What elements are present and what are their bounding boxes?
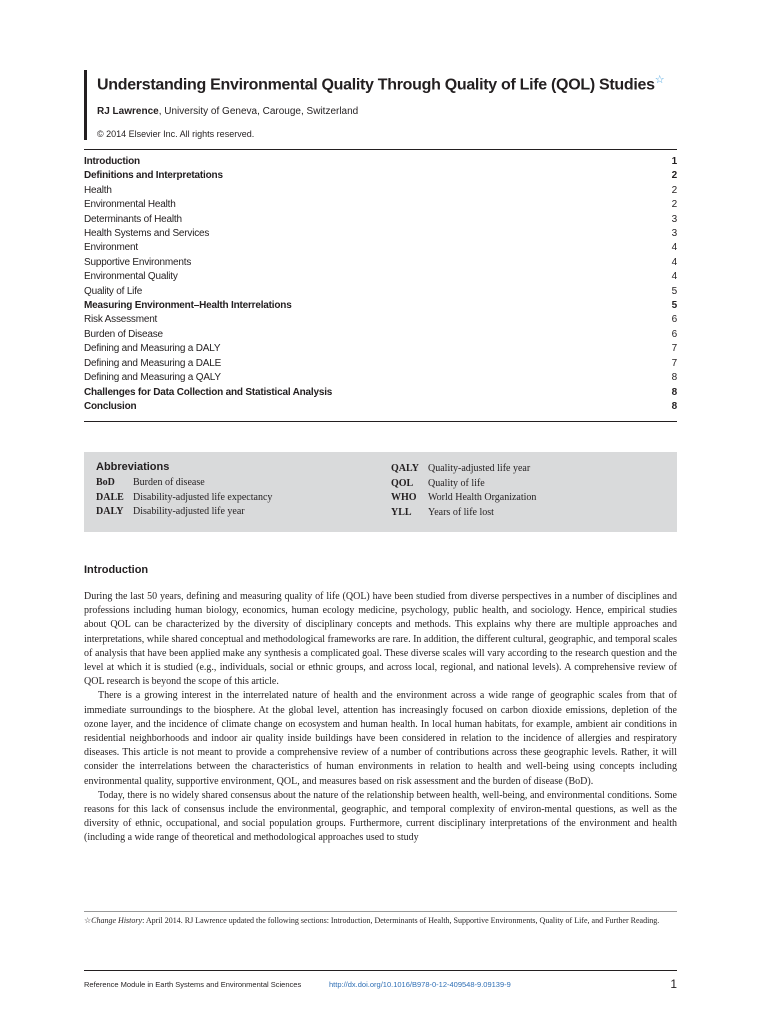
doi-link[interactable]: http://dx.doi.org/10.1016/B978-0-12-409548-9.09139-9 <box>329 979 511 989</box>
toc-entry[interactable] <box>84 386 677 400</box>
abbreviation-term: YLL <box>391 506 412 518</box>
toc-entry-label: Risk Assessment <box>84 314 158 326</box>
footnote-label: Change History <box>91 916 143 925</box>
toc-entry-label: Challenges for Data Collection and Statistical Analysis <box>84 386 333 398</box>
toc-entry-page: 1 <box>671 156 677 167</box>
abbreviation-entry <box>96 476 272 491</box>
toc-entry-page: 5 <box>671 300 677 312</box>
toc-entry[interactable] <box>84 241 677 255</box>
toc-entry[interactable] <box>84 256 677 270</box>
toc-entry-label: Conclusion <box>84 400 137 412</box>
toc-entry[interactable] <box>84 213 677 227</box>
footnote-text: : April 2014. RJ Lawrence updated the following sections: Introduction, Determinants of Health, Supportive Environments, Quality of Life, and Further Reading. <box>142 916 660 925</box>
toc-entry-label: Health <box>84 184 112 196</box>
abbreviation-definition: Years of life lost <box>428 506 494 518</box>
toc-entry-label: Introduction <box>84 156 140 167</box>
abbreviation-definition: Quality of life <box>428 477 485 489</box>
toc-entry-label: Burden of Disease <box>84 328 163 340</box>
footer-journal: Reference Module in Earth Systems and Environmental Sciences <box>84 979 302 989</box>
abbreviation-entry <box>391 462 536 477</box>
toc-entry[interactable] <box>84 285 677 299</box>
abbreviation-term: QALY <box>391 463 419 474</box>
toc-entry-page: 4 <box>671 271 677 283</box>
abbreviation-entry <box>96 491 272 506</box>
abbreviation-term: QOL <box>391 477 414 489</box>
abbreviation-definition: Disability-adjusted life year <box>133 506 245 517</box>
toc-entry-page: 3 <box>671 213 677 225</box>
toc-entry-page: 7 <box>671 343 677 355</box>
toc-entry-page: 5 <box>671 285 677 297</box>
toc-entry[interactable] <box>84 184 677 198</box>
article-header <box>84 70 697 140</box>
page-footer <box>84 970 677 991</box>
toc-entry[interactable] <box>84 169 677 183</box>
toc-entry[interactable] <box>84 299 677 313</box>
abbreviations-right-column <box>391 462 536 520</box>
change-history-star-icon[interactable]: ☆ <box>654 74 665 86</box>
change-history-footnote <box>84 911 677 926</box>
toc-entry-label: Health Systems and Services <box>84 228 210 240</box>
toc-entry-label: Quality of Life <box>84 285 143 297</box>
abbreviation-term: BoD <box>96 477 115 488</box>
introduction-heading: Introduction <box>84 564 149 576</box>
article-title <box>97 70 697 95</box>
abbreviation-term: WHO <box>391 492 417 503</box>
abbreviations-box <box>84 452 677 532</box>
toc-entry-page: 8 <box>671 400 677 412</box>
toc-entry-page: 2 <box>671 184 677 196</box>
introduction-body <box>84 590 677 846</box>
paragraph: There is a growing interest in the interrelated nature of health and the environment across a wide range of geographic scales from that of immediate surroundings to the biosphere. At the global level, attention has increasingly focused on carbon dioxide emissions, depletion of the ozone layer, and the incidence of climate change on ecosystem and human health. In local human habitats, for example, ambient air conditions in residential neighborhoods and indoor air quality inside buildings have been considered in relation to the incidence of allergies and respiratory diseases. This article is not meant to provide a comprehensive review of a number of contributions across these geographic levels. Rather, it will consider the interrelations between the characteristics of human environments in relation to health and well-being using concepts including environmental quality, supportive environment, QOL, and measures based on risk assessment and the burden of disease (BoD). <box>84 690 677 787</box>
toc-entry-page: 4 <box>671 256 677 268</box>
author-line <box>97 105 697 118</box>
author-name: RJ Lawrence <box>97 106 159 118</box>
toc-entry-label: Determinants of Health <box>84 213 182 225</box>
toc-entry-label: Defining and Measuring a DALY <box>84 343 221 355</box>
abbreviation-entry <box>391 506 536 521</box>
abbreviation-entry <box>96 505 272 520</box>
page-number: 1 <box>670 977 677 991</box>
toc-entry[interactable] <box>84 400 677 414</box>
paragraph: Today, there is no widely shared consensus about the nature of the relationship between health, well-being, and environmental conditions. Some reasons for this lack of consensus include the environmental, geographic, and temporal complexity of environ-mental questions, as well as the diversity of ethnic, occupational, and social population groups. Furthermore, current disciplinary interpretations of the environment and health (including a wide range of theoretical and methodological approaches used to study <box>84 789 677 844</box>
abbreviation-entry <box>391 477 536 492</box>
footnote-star-icon: ☆ <box>84 916 92 925</box>
abbreviations-left-column <box>96 476 272 520</box>
toc-entry[interactable] <box>84 313 677 327</box>
abbreviation-term: DALY <box>96 506 124 517</box>
abbreviations-title: Abbreviations <box>96 461 170 473</box>
toc-entry[interactable] <box>84 371 677 385</box>
toc-entry[interactable] <box>84 328 677 342</box>
toc-entry[interactable] <box>84 227 677 241</box>
abbreviation-entry <box>391 491 536 506</box>
toc-entry[interactable] <box>84 342 677 356</box>
abbreviation-definition: Quality-adjusted life year <box>428 463 531 474</box>
toc-entry[interactable] <box>84 155 677 169</box>
table-of-contents <box>84 149 677 422</box>
toc-entry-label: Supportive Environments <box>84 256 192 268</box>
author-affiliation: , University of Geneva, Carouge, Switzerland <box>158 106 359 118</box>
toc-entry-page: 7 <box>671 357 677 369</box>
toc-entry-label: Defining and Measuring a DALE <box>84 357 222 369</box>
toc-entry-label: Measuring Environment–Health Interrelations <box>84 300 292 312</box>
title-text: Understanding Environmental Quality Through Quality of Life (QOL) Studies <box>97 76 655 94</box>
toc-entry-page: 3 <box>671 228 677 240</box>
toc-entry-label: Environmental Quality <box>84 271 178 283</box>
toc-entry-page: 8 <box>671 386 677 398</box>
toc-entry-page: 6 <box>671 314 677 326</box>
toc-entry-page: 2 <box>671 199 677 211</box>
abbreviation-definition: Burden of disease <box>133 477 205 488</box>
abbreviation-definition: Disability-adjusted life expectancy <box>133 491 273 503</box>
toc-entry[interactable] <box>84 357 677 371</box>
toc-entry[interactable] <box>84 198 677 212</box>
copyright: © 2014 Elsevier Inc. All rights reserved. <box>97 129 255 140</box>
toc-entry-label: Environment <box>84 242 138 254</box>
toc-entry-label: Defining and Measuring a QALY <box>84 372 221 384</box>
paragraph: During the last 50 years, defining and measuring quality of life (QOL) have been studied from diverse perspectives in a number of disciplines and professions including human biology, economics, human ecology medicine, psychology, public health, and sociology. Hence, empirical studies about QOL can be characterized by the diversity of disciplinary concepts and methods. This explains why there are multiple approaches and interpretations, while shared conceptual and methodological frameworks are rare. In addition, the different cultural, geographic, and temporal scales of analysis that have been applied make any synthesis a complicated goal. These diverse scales will vary according to the research question and the level at which it is studied (e.g., individuals, social or ethnic groups, and across local, regional, and national levels). A comprehensive review of QOL research is beyond the scope of this article. <box>84 591 677 688</box>
toc-entry-page: 4 <box>671 242 677 254</box>
toc-entry-page: 2 <box>671 170 677 182</box>
toc-entry[interactable] <box>84 270 677 284</box>
abbreviation-definition: World Health Organization <box>428 492 537 503</box>
toc-entry-page: 8 <box>671 372 677 384</box>
toc-entry-label: Environmental Health <box>84 199 176 211</box>
toc-entry-label: Definitions and Interpretations <box>84 170 223 182</box>
toc-entry-page: 6 <box>671 328 677 340</box>
abbreviation-term: DALE <box>96 491 124 503</box>
